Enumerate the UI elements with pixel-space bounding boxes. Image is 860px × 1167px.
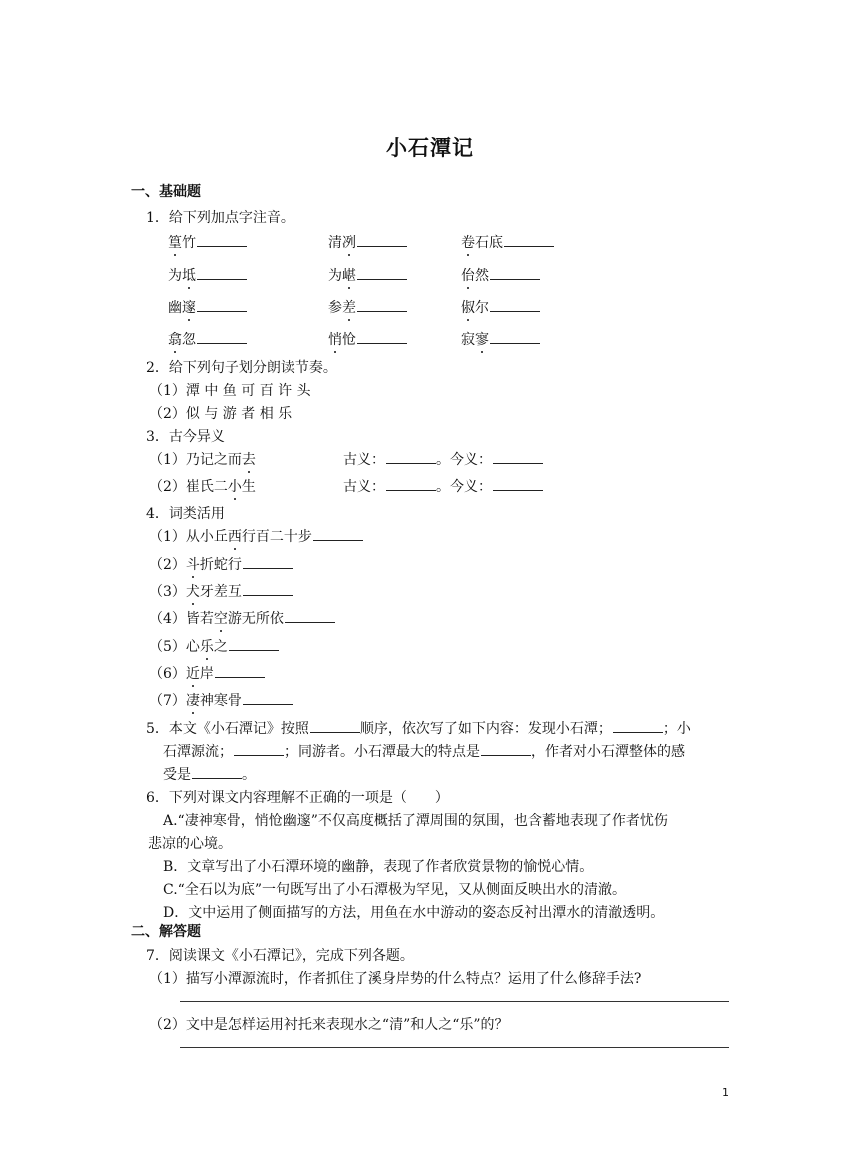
emphasis-dot-char: 西 [227,529,242,545]
q5-line-3: 受是 。 [163,764,256,784]
q2-item: （1）潭 中 鱼 可 百 许 头 [149,383,311,399]
answer-blank[interactable] [197,265,247,280]
term-text: 皆若空游无所依 [185,611,284,627]
term-text: 犬牙差互 [185,584,242,600]
q1-prompt: 1．给下列加点字注音。 [146,210,295,226]
answer-blank[interactable] [357,232,407,247]
answer-blank[interactable] [357,329,407,344]
answer-blank[interactable] [481,741,531,756]
q7-sub-1: （1）描写小潭源流时，作者抓住了溪身岸势的什么特点？运用了什么修辞手法? [149,971,642,987]
q7-prompt: 7．阅读课文《小石潭记》，完成下列各题。 [146,948,414,964]
answer-blank[interactable] [285,608,335,623]
term-text: 从小丘西行百二十步 [185,529,312,545]
answer-line[interactable] [180,1047,729,1048]
q4-item: （1）从小丘西行百二十步 [149,526,363,546]
emphasis-dot-char: 俶 [461,300,475,316]
q3-prompt: 3．古今异义 [146,429,225,445]
pinyin-item [328,329,407,349]
q7-sub-2: （2）文中是怎样运用衬托来表现水之“清”和人之“乐”的？ [149,1017,509,1033]
section-basic-heading: 一、基础题 [131,184,201,200]
emphasis-dot-char: 空 [213,611,228,627]
pinyin-item [328,297,407,317]
q6-option-a: A.“凄神寒骨，悄怆幽邃”不仅高度概括了潭周围的氛围，也含蓄地表现了作者忧伤 [163,813,668,829]
q3-answer: 古义： 。今义： [343,476,543,496]
term-text: 心乐之 [185,639,228,655]
q4-item: （6）近岸 [149,663,265,683]
pinyin-item [328,232,407,252]
pinyin-item [461,232,554,252]
term-text: 崔氏二小生 [185,479,256,495]
emphasis-dot-char: 乐 [199,639,214,655]
answer-blank[interactable] [310,718,360,733]
term-text: 翕忽 [168,332,196,348]
answer-blank[interactable] [493,449,543,464]
q6-option-b: B．文章写出了小石潭环境的幽静，表现了作者欣赏景物的愉悦心情。 [163,859,594,875]
answer-blank[interactable] [357,297,407,312]
term-text: 幽邃 [168,300,196,316]
answer-blank[interactable] [490,329,540,344]
pinyin-item [168,265,247,285]
emphasis-dot-char: 卷 [461,235,475,251]
answer-blank[interactable] [215,663,265,678]
page-number: 1 [722,1086,729,1099]
emphasis-dot-char: 寥 [475,332,489,348]
term-text: 为坻 [168,268,196,284]
term-text: 为嵁 [328,268,356,284]
emphasis-dot-char: 佁 [461,268,475,284]
q4-item: （2）斗折蛇行 [149,554,293,574]
emphasis-dot-char: 坻 [182,268,196,284]
term-text: 佁然 [461,268,489,284]
answer-blank[interactable] [357,265,407,280]
q4-item: （7）凄神寒骨 [149,690,293,710]
q4-prompt: 4．词类活用 [146,506,225,522]
q2-item: （2）似 与 游 者 相 乐 [149,406,293,422]
emphasis-dot-char: 斗 [185,557,200,573]
term-text: 寂寥 [461,332,489,348]
answer-blank[interactable] [197,297,247,312]
pinyin-item [168,329,247,349]
pinyin-item [168,232,247,252]
emphasis-dot-char: 冽 [342,235,356,251]
page-title: 小石潭记 [386,136,474,160]
term-text: 斗折蛇行 [185,557,242,573]
answer-blank[interactable] [243,554,293,569]
term-text: 参差 [328,300,356,316]
q3-answer: 古义： 。今义： [343,449,543,469]
term-text: 凄神寒骨 [185,693,242,709]
q5-line-2: 石潭源流； ；同游者。小石潭最大的特点是 ，作者对小石潭整体的感 [163,741,685,761]
answer-blank[interactable] [504,232,554,247]
answer-blank[interactable] [197,232,247,247]
emphasis-dot-char: 小 [227,479,242,495]
q6-option-d: D．文中运用了侧面描写的方法，用鱼在水中游动的姿态反衬出潭水的清澈透明。 [163,905,665,921]
answer-blank[interactable] [386,476,436,491]
term-text: 乃记之而去 [185,452,256,468]
section-answer-heading: 二、解答题 [131,924,201,940]
answer-line[interactable] [180,1001,729,1002]
q6-prompt: 6．下列对课文内容理解不正确的一项是（ ） [146,790,449,806]
answer-blank[interactable] [234,741,284,756]
emphasis-dot-char: 翕 [168,332,182,348]
answer-blank[interactable] [192,764,242,779]
pinyin-item [461,265,540,285]
answer-blank[interactable] [243,581,293,596]
emphasis-dot-char: 嵁 [342,268,356,284]
q6-option-c: C.“全石以为底”一句既写出了小石潭极为罕见，又从侧面反映出水的清澈。 [163,882,626,898]
q4-item: （5）心乐之 [149,636,279,656]
term-text: 悄怆 [328,332,356,348]
pinyin-item [461,329,540,349]
answer-blank[interactable] [197,329,247,344]
emphasis-dot-char: 去 [241,452,256,468]
q3-item: （2）崔氏二小生 [149,479,256,495]
answer-blank[interactable] [613,718,663,733]
term-text: 清冽 [328,235,356,251]
emphasis-dot-char: 近 [185,666,200,682]
answer-blank[interactable] [386,449,436,464]
answer-blank[interactable] [493,476,543,491]
q2-prompt: 2．给下列句子划分朗读节奏。 [146,360,337,376]
answer-blank[interactable] [243,690,293,705]
term-text: 篁竹 [168,235,196,251]
emphasis-dot-char: 篁 [168,235,182,251]
q6-option-a-cont: 悲凉的心境。 [148,836,232,852]
emphasis-dot-char: 凄 [185,693,200,709]
pinyin-item [328,265,407,285]
q3-item: （1）乃记之而去 [149,452,256,468]
pinyin-item [168,297,247,317]
pinyin-item [461,297,540,317]
emphasis-dot-char: 差 [342,300,356,316]
q4-item: （3）犬牙差互 [149,581,293,601]
answer-blank[interactable] [490,265,540,280]
q5-line-1: 5．本文《小石潭记》按照 顺序，依次写了如下内容：发现小石潭； ；小 [146,718,691,738]
q4-item: （4）皆若空游无所依 [149,608,335,628]
answer-blank[interactable] [313,526,363,541]
term-text: 近岸 [185,666,214,682]
emphasis-dot-char: 邃 [182,300,196,316]
answer-blank[interactable] [229,636,279,651]
term-text: 卷石底 [461,235,503,251]
term-text: 俶尔 [461,300,489,316]
emphasis-dot-char: 犬 [185,584,200,600]
emphasis-dot-char: 悄 [328,332,342,348]
answer-blank[interactable] [490,297,540,312]
